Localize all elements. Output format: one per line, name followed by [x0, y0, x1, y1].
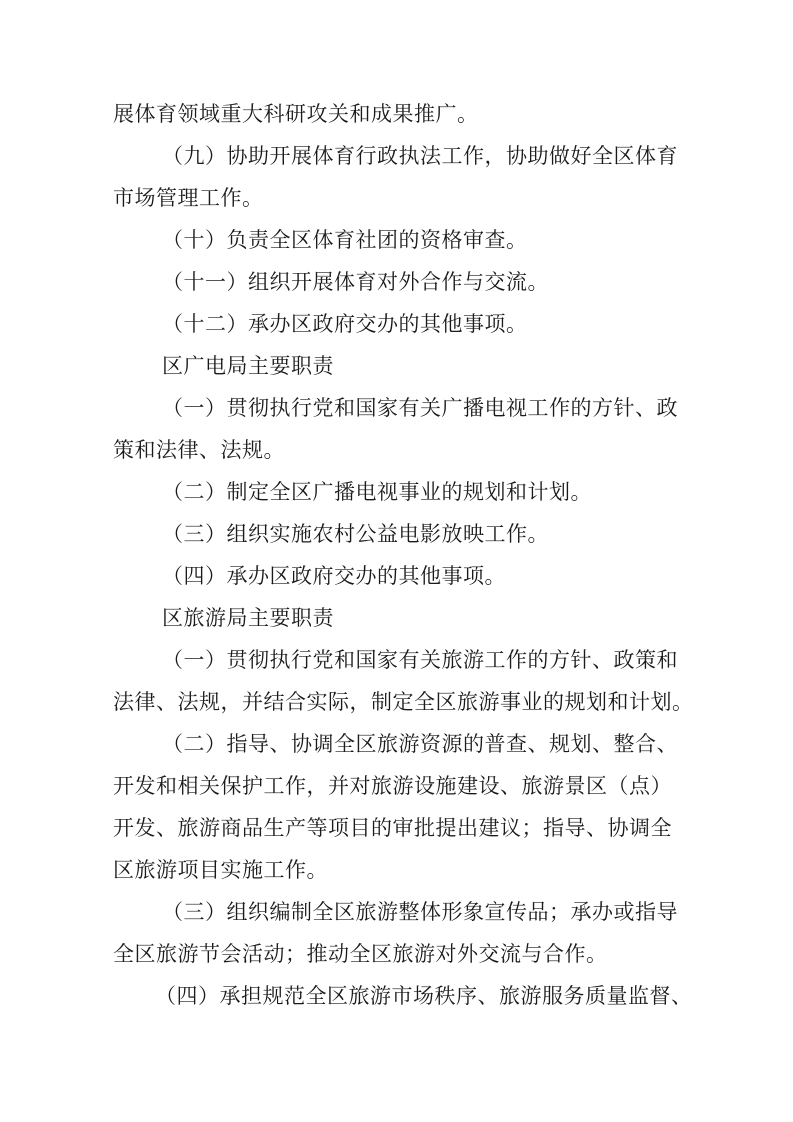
text-line: 策和法律、法规。 — [113, 438, 285, 462]
text-line: 开发、旅游商品生产等项目的审批提出建议；指导、协调全 — [113, 816, 672, 840]
text-line: （三）组织编制全区旅游整体形象宣传品；承办或指导 — [162, 900, 678, 924]
text-line: 区旅游项目实施工作。 — [113, 858, 328, 882]
section-heading: 区旅游局主要职责 — [162, 606, 334, 630]
text-line: 法律、法规，并结合实际，制定全区旅游事业的规划和计划。 — [113, 690, 694, 714]
text-line: （三）组织实施农村公益电影放映工作。 — [162, 522, 549, 546]
text-line: （二）制定全区广播电视事业的规划和计划。 — [162, 480, 592, 504]
text-line: 市场管理工作。 — [113, 186, 264, 210]
text-line: 开发和相关保护工作，并对旅游设施建设、旅游景区（点） — [113, 774, 672, 798]
document-body — [113, 93, 694, 1017]
text-line: （二）指导、协调全区旅游资源的普查、规划、整合、 — [162, 732, 678, 756]
text-line: （十一）组织开展体育对外合作与交流。 — [162, 270, 549, 294]
text-line: 全区旅游节会活动；推动全区旅游对外交流与合作。 — [113, 942, 608, 966]
text-line: （四）承担规范全区旅游市场秩序、旅游服务质量监督、 — [155, 984, 693, 1008]
text-line: （四）承办区政府交办的其他事项。 — [162, 564, 506, 588]
text-line: （九）协助开展体育行政执法工作，协助做好全区体育 — [162, 144, 678, 168]
section-heading: 区广电局主要职责 — [162, 354, 334, 378]
text-line: （十）负责全区体育社团的资格审查。 — [162, 228, 528, 252]
text-line: （一）贯彻执行党和国家有关旅游工作的方针、政策和 — [162, 648, 678, 672]
text-line: 展体育领域重大科研攻关和成果推广。 — [113, 102, 479, 126]
text-line: （十二）承办区政府交办的其他事项。 — [162, 312, 528, 336]
text-line: （一）贯彻执行党和国家有关广播电视工作的方针、政 — [162, 396, 678, 420]
